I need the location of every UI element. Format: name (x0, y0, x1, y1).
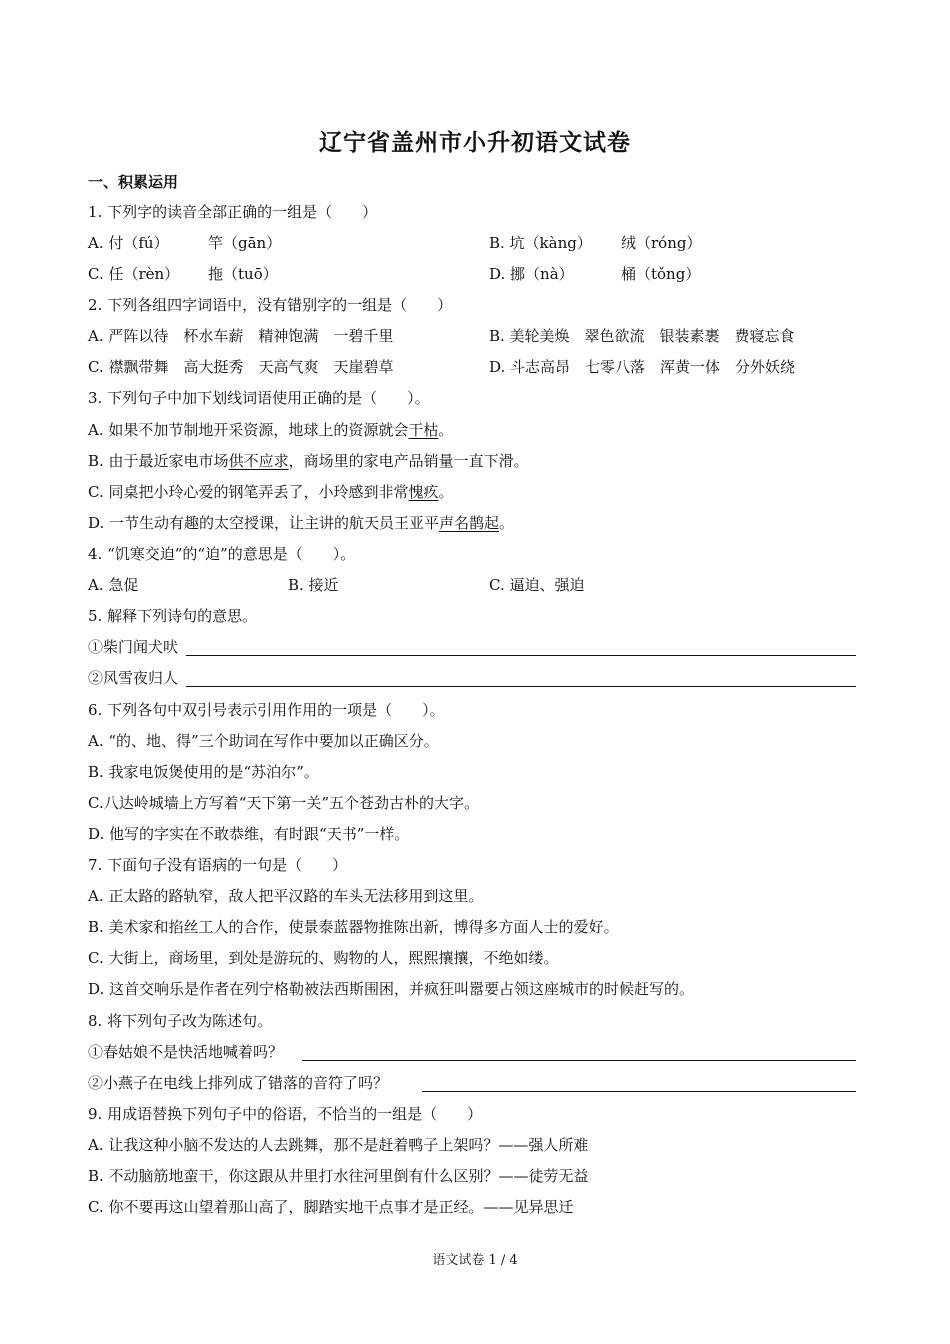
question-4-stem: 4. “饥寒交迫”的“迫”的意思是（ ）。 (88, 545, 356, 563)
underlined-word: 干枯 (408, 421, 439, 439)
question-5-item-2: ②风雪夜归人 (88, 669, 179, 687)
question-7-option-d: D. 这首交响乐是作者在列宁格勒被法西斯围困，并疯狂叫嚣要占领这座城市的时候赶写的。 (88, 980, 695, 998)
option-a-part2: 竿（gān） (208, 234, 282, 252)
question-3-stem: 3. 下列句子中加下划线词语使用正确的是（ ）。 (88, 389, 430, 407)
option-text: A. 如果不加节制地开采资源，地球上的资源就会 (88, 421, 409, 439)
question-2-option-a: A. 严阵以待 杯水车薪 精神饱满 一碧千里 (88, 327, 394, 345)
question-6-option-d: D. 他写的字实在不敢恭维，有时跟“天书”一样。 (88, 825, 410, 843)
option-text: C. 同桌把小玲心爱的钢笔弄丢了，小玲感到非常 (88, 483, 409, 501)
question-1-option-b (489, 233, 702, 253)
question-1-option-d (489, 264, 701, 284)
page-title: 辽宁省盖州市小升初语文试卷 (319, 129, 631, 156)
question-9-option-a: A. 让我这种小脑不发达的人去跳舞，那不是赶着鸭子上架吗？——强人所难 (88, 1136, 589, 1154)
question-3-option-d (88, 513, 514, 533)
option-text-end: 。 (499, 514, 515, 532)
question-9-option-c: C. 你不要再这山望着那山高了，脚踏实地干点事才是正经。——见异思迁 (88, 1198, 574, 1216)
underlined-word: 愧疚 (408, 483, 439, 501)
section-heading: 一、积累运用 (88, 173, 179, 191)
question-7-option-b: B. 美术家和掐丝工人的合作，使景泰蓝器物推陈出新，博得多方面人士的爱好。 (88, 918, 619, 936)
option-text-end: ，商场里的家电产品销量一直下滑。 (288, 452, 529, 470)
option-text: D. 一节生动有趣的太空授课，让主讲的航天员王亚平 (88, 514, 440, 532)
option-text-end: 。 (438, 421, 454, 439)
question-3-option-c (88, 482, 454, 502)
question-8-stem: 8. 将下列句子改为陈述句。 (88, 1012, 273, 1030)
option-a-part1: A. 付（fú） (88, 234, 169, 252)
option-b-part1: B. 坑（kàng） (489, 234, 592, 252)
answer-blank-line[interactable] (422, 1091, 856, 1092)
question-8-item-2: ②小燕子在电线上排列成了错落的音符了吗？ (88, 1074, 389, 1092)
question-1-stem: 1. 下列字的读音全部正确的一组是（ ） (88, 203, 378, 221)
question-3-option-a (88, 420, 453, 440)
question-7-option-c: C. 大街上，商场里，到处是游玩的、购物的人，熙熙攘攘，不绝如缕。 (88, 949, 559, 967)
question-9-stem: 9. 用成语替换下列句子中的俗语，不恰当的一组是（ ） (88, 1105, 483, 1123)
question-2-stem: 2. 下列各组四字词语中，没有错别字的一组是（ ） (88, 296, 453, 314)
question-3-option-b (88, 451, 529, 471)
question-8-item-1: ①春姑娘不是快活地喊着吗？ (88, 1043, 284, 1061)
answer-blank-line[interactable] (186, 686, 856, 687)
underlined-word: 声名鹊起 (439, 514, 500, 532)
page-footer: 语文试卷 1 / 4 (432, 1253, 518, 1268)
option-c-part1: C. 任（rèn） (88, 265, 180, 283)
question-6-option-c: C.八达岭城墙上方写着“天下第一关”五个苍劲古朴的大字。 (88, 794, 480, 812)
question-6-option-b: B. 我家电饭煲使用的是“苏泊尔”。 (88, 763, 319, 781)
question-4-option-b: B. 接近 (288, 576, 339, 594)
option-text-end: 。 (438, 483, 454, 501)
question-1-option-c (88, 264, 278, 284)
answer-blank-line[interactable] (302, 1060, 856, 1061)
question-4-option-a: A. 急促 (88, 576, 139, 594)
option-d-part1: D. 挪（nà） (489, 265, 574, 283)
question-1-option-a (88, 233, 282, 253)
answer-blank-line[interactable] (186, 655, 856, 656)
question-2-option-b: B. 美轮美焕 翠色欲流 银装素裹 费寝忘食 (489, 327, 795, 345)
question-9-option-b: B. 不动脑筋地蛮干，你这跟从井里打水往河里倒有什么区别？——徒劳无益 (88, 1167, 589, 1185)
question-6-stem: 6. 下列各句中双引号表示引用作用的一项是（ ）。 (88, 701, 445, 719)
question-2-option-c: C. 襟飘带舞 高大挺秀 天高气爽 天崖碧草 (88, 358, 394, 376)
option-text: B. 由于最近家电市场 (88, 452, 229, 470)
underlined-word: 供不应求 (228, 452, 289, 470)
question-6-option-a: A. “的、地、得”三个助词在写作中要加以正确区分。 (88, 732, 439, 750)
question-5-stem: 5. 解释下列诗句的意思。 (88, 607, 258, 625)
option-c-part2: 拖（tuō） (208, 265, 278, 283)
question-5-item-1: ①柴门闻犬吠 (88, 638, 179, 656)
question-7-option-a: A. 正太路的路轨窄，敌人把平汉路的车头无法移用到这里。 (88, 887, 484, 905)
question-7-stem: 7. 下面句子没有语病的一句是（ ） (88, 856, 348, 874)
question-2-option-d: D. 斗志高昂 七零八落 浑黄一体 分外妖绕 (489, 358, 796, 376)
question-4-option-c: C. 逼迫、强迫 (489, 576, 585, 594)
option-d-part2: 桶（tǒng） (621, 265, 701, 283)
option-b-part2: 绒（róng） (621, 234, 702, 252)
